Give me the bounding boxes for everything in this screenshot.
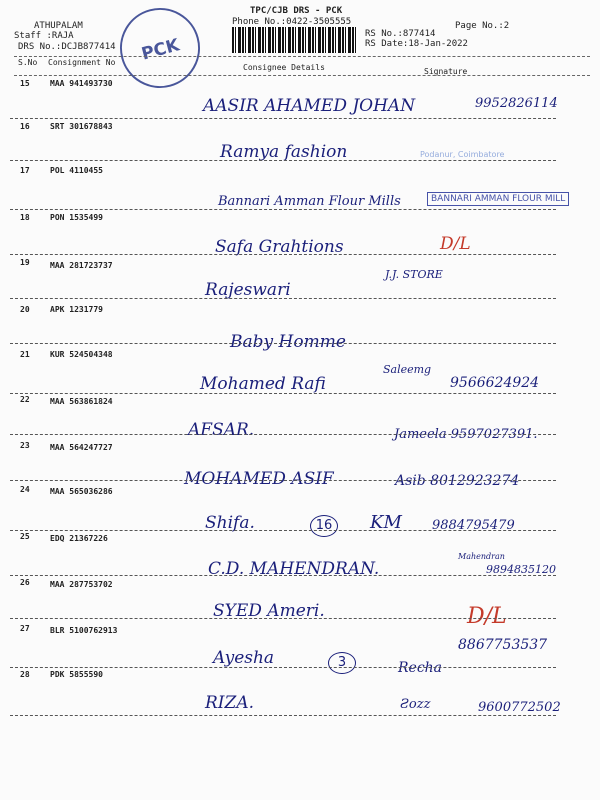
columns-divider <box>14 75 590 76</box>
row-extra: D/L <box>440 234 471 254</box>
row-sno: 18 <box>20 213 30 222</box>
row-divider <box>10 715 556 716</box>
row-consignment: MAA 564247727 <box>50 443 113 452</box>
row-sno: 27 <box>20 624 30 633</box>
sheet-title: TPC/CJB DRS - PCK <box>250 6 343 16</box>
row-consignee: Baby Homme <box>230 332 346 352</box>
row-sno: 15 <box>20 79 30 88</box>
row-sno: 16 <box>20 122 30 131</box>
row-consignee: Rajeswari <box>205 280 291 300</box>
row-sno: 17 <box>20 166 30 175</box>
col-consignment: Consignment No <box>48 58 116 67</box>
header-divider <box>14 56 590 57</box>
row-consignment: POL 4110455 <box>50 166 103 175</box>
row-extra: 9884795479 <box>432 518 515 533</box>
col-signature: Signature <box>424 67 468 76</box>
row-sno: 25 <box>20 532 30 541</box>
saleemg-note: Saleemg <box>383 363 432 376</box>
row-extra: D/L <box>467 604 507 629</box>
row-consignment: KUR 524504348 <box>50 350 113 359</box>
phone-number: Phone No.:0422-3505555 <box>232 17 352 27</box>
row-consignment: MAA 281723737 <box>50 261 113 270</box>
barcode-icon <box>232 27 358 53</box>
row-sno: 19 <box>20 258 30 267</box>
row-consignee: MOHAMED ASIF <box>184 469 334 489</box>
row-consignment: PON 1535499 <box>50 213 103 222</box>
row-consignee: C.D. MAHENDRAN. <box>208 559 380 579</box>
row-divider <box>10 530 556 531</box>
row-consignment: MAA 565036286 <box>50 487 113 496</box>
row-extra: 8867753537 <box>458 637 548 653</box>
row-divider <box>10 480 556 481</box>
row-sno: 20 <box>20 305 30 314</box>
row-consignee: Safa Grahtions <box>215 237 344 257</box>
row-consignee: Ramya fashion <box>220 142 348 162</box>
row-extra: 9952826114 <box>475 96 558 111</box>
row-divider <box>10 618 556 619</box>
pck-stamp: PCK <box>111 0 209 97</box>
col-sno: S.No <box>18 58 38 67</box>
row-sno: 23 <box>20 441 30 450</box>
col-consignee: Consignee Details <box>243 63 325 72</box>
row-extra: Asib 8012923274 <box>395 473 520 489</box>
company-stamp: BANNARI AMMAN FLOUR MILL <box>427 192 569 206</box>
row-divider <box>10 667 556 668</box>
row-consignee: RIZA. <box>205 693 255 713</box>
row-consignee: Bannari Amman Flour Mills <box>218 194 401 209</box>
row-divider <box>10 160 556 161</box>
page-number: Page No.:2 <box>455 21 510 31</box>
row-extra: J.J. STORE <box>385 268 443 281</box>
row-extra: 9894835120 <box>486 563 556 576</box>
row-divider <box>10 434 556 435</box>
row-consignment: SRT 301678843 <box>50 122 113 131</box>
row-consignment: MAA 563861824 <box>50 397 113 406</box>
row-divider <box>10 298 556 299</box>
rs-number: RS No.:877414 <box>365 29 436 39</box>
circle-16: 16 <box>310 515 338 537</box>
row-divider <box>10 393 556 394</box>
row-sno: 24 <box>20 485 30 494</box>
row-sno: 22 <box>20 395 30 404</box>
row-sno: 28 <box>20 670 30 679</box>
row-extra: Jameela 9597027391. <box>394 427 538 442</box>
row-consignee: AFSAR. <box>188 420 255 440</box>
row-divider <box>10 254 556 255</box>
row-divider <box>10 343 556 344</box>
branch-name: ATHUPALAM <box>34 21 83 31</box>
row-consignment: BLR 5100762913 <box>50 626 118 635</box>
drs-number: DRS No.:DCJB877414 <box>18 42 116 52</box>
row-extra: 9600772502 <box>478 700 561 715</box>
row-consignment: MAA 941493730 <box>50 79 113 88</box>
row-consignee: AASIR AHAMED JOHAN <box>203 96 416 116</box>
row-divider <box>10 118 556 119</box>
row-consignee: Ayesha <box>213 648 275 668</box>
row-divider <box>10 209 556 210</box>
row-consignment: PDK 5855590 <box>50 670 103 679</box>
row-consignee: Mohamed Rafi <box>200 374 326 394</box>
recha-note: Recha <box>398 660 443 676</box>
mahendran-note: Mahendran <box>458 552 505 561</box>
rs-date: RS Date:18-Jan-2022 <box>365 39 468 49</box>
staff-name: Staff :RAJA <box>14 31 74 41</box>
row-consignee: SYED Ameri. <box>213 601 325 621</box>
signature-mark: Ƨozz <box>400 697 431 712</box>
row-sno: 21 <box>20 350 30 359</box>
row-extra: 9566624924 <box>450 375 540 391</box>
faint-stamp: Podanur, Coimbatore <box>420 150 505 159</box>
row-divider <box>10 575 556 576</box>
row-consignee: Shifa. <box>205 513 255 533</box>
circle-3: 3 <box>328 652 356 674</box>
row-consignment: APK 1231779 <box>50 305 103 314</box>
row-consignment: EDQ 21367226 <box>50 534 108 543</box>
row-consignment: MAA 287753702 <box>50 580 113 589</box>
row-sno: 26 <box>20 578 30 587</box>
signature-mark: KM <box>370 512 402 533</box>
